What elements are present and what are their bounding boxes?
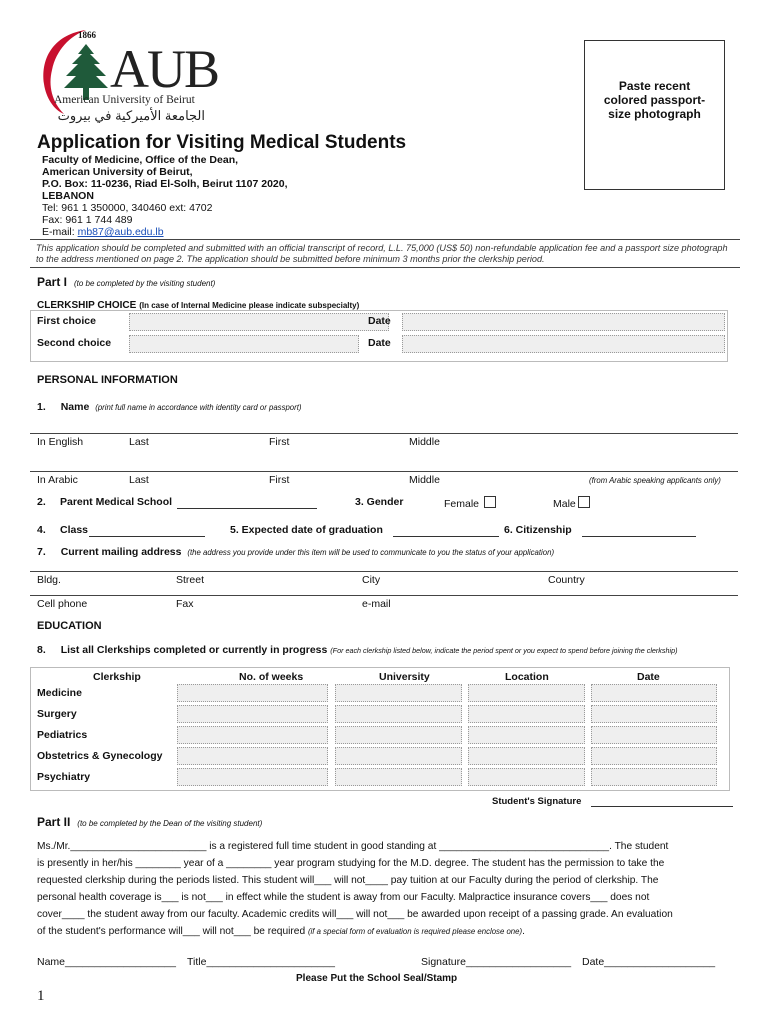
part2-title: Part II [37,815,71,829]
photo-box-text: Paste recent colored passport-size photograph [603,79,706,121]
address-fax: Fax: 961 1 744 489 [42,214,133,226]
q4-row [37,524,737,538]
part2-line4: personal health coverage is___ is not___ in effect while the student is away from our Faculty. Malpractice insurance covers___ does not [37,892,650,903]
english-first-label: First [269,436,290,448]
table-cell[interactable] [591,726,717,744]
email-label: E-mail: [42,226,78,238]
q1-row [37,401,302,413]
student-signature-label: Student's Signature [492,796,582,807]
part2-line2: is presently in her/his ________ year of a ________ year program studying for the M.D. degree. The student has the permission to take the [37,858,665,869]
female-label: Female [444,498,480,510]
table-cell[interactable] [468,768,585,786]
clerkship-choice-note: (In case of Internal Medicine please indicate subspecialty) [139,301,360,310]
clerkship-table [30,667,730,791]
part2-note: (to be completed by the Dean of the visiting student) [77,819,263,828]
email-field-label: e-mail [362,598,391,610]
address-tel: Tel: 961 1 350000, 340460 ext: 4702 [42,202,213,214]
personal-info-heading: PERSONAL INFORMATION [37,374,178,386]
notice-line2: to the address mentioned on page 2. The application should be submitted before minimum 3 months prior the clerkship period. [36,254,545,264]
q1-label: Name [60,401,90,413]
notice-line1: This application should be completed and submitted with an official transcript of record, L.L. 75,000 (US$ 50) non-refundable application fee and a passport size photograph [36,243,728,253]
table-cell[interactable] [335,684,462,702]
class-field[interactable] [89,536,205,537]
arabic-middle-label: Middle [409,474,440,486]
first-choice-date-field[interactable] [402,313,725,331]
clerkship-choice-heading: CLERKSHIP CHOICE [37,300,137,311]
q1-note: (print full name in accordance with identity card or passport) [95,403,302,412]
cell-label: Cell phone [37,598,88,610]
education-heading: EDUCATION [37,620,102,632]
name-arabic-row[interactable] [37,474,732,488]
row-pediatrics: Pediatrics [37,729,88,741]
logo-university-en: American University of Beirut [54,94,195,106]
logo-university-ar: الجامعة الأميركية في بيروت [57,108,205,123]
arabic-first-label: First [269,474,290,486]
col-date: Date [637,671,660,683]
aub-logo [38,26,219,130]
page-title: Application for Visiting Medical Students [37,132,407,153]
first-choice-label: First choice [37,315,96,327]
part2-line6-text: of the student's performance will___ will not___ be required [37,926,306,937]
second-choice-label: Second choice [37,337,112,349]
male-option[interactable] [553,496,590,510]
parent-school-field[interactable] [177,508,317,509]
dean-title-field[interactable]: Title______________________ [187,956,335,968]
q8-number: 8. [37,644,46,656]
graduation-field[interactable] [393,536,499,537]
address-block [42,154,288,238]
address-line3: P.O. Box: 11-0236, Riad El-Solh, Beirut 1107 2020, [42,178,288,190]
photo-box [584,40,725,190]
second-choice-date-field[interactable] [402,335,725,353]
table-cell[interactable] [591,747,717,765]
part2-line5: cover____ the student away from our faculty. Academic credits will___ will not___ be awarded upon receipt of a passing grade. An evaluation [37,909,673,920]
first-choice-date-label: Date [368,315,391,327]
dean-date-field[interactable]: Date___________________ [582,956,716,968]
table-cell[interactable] [335,768,462,786]
email-link[interactable]: mb87@aub.edu.lb [77,226,164,238]
table-cell[interactable] [335,747,462,765]
table-cell[interactable] [468,747,585,765]
student-signature-field[interactable] [591,806,733,807]
city-label: City [362,574,381,586]
part2-line1: Ms./Mr.________________________ is a registered full time student in good standing at ______________________________. The student [37,841,669,852]
part2-paragraph [37,838,737,940]
q4-number: 4. [37,524,46,536]
part2-line6 [37,923,737,940]
name-english-row[interactable] [37,436,727,450]
col-location: Location [505,671,549,683]
part2-line3: requested clerkship during the periods listed. This student will___ will not____ pay tuition at our Faculty during the period of clerkship. The [37,875,659,886]
row-obgyn: Obstetrics & Gynecology [37,750,163,762]
part2-line6-end: . [522,926,525,937]
table-cell[interactable] [335,726,462,744]
table-cell[interactable] [335,705,462,723]
table-cell[interactable] [468,705,585,723]
part1-title: Part I [37,275,68,289]
mailing-label: Current mailing address [60,546,182,558]
q7-row [37,546,554,558]
dean-name-field[interactable]: Name___________________ [37,956,176,968]
female-option[interactable] [444,496,496,510]
in-arabic-label: In Arabic [37,474,78,486]
col-clerkship: Clerkship [93,671,141,683]
parent-school-label: Parent Medical School [60,496,173,508]
contact-row[interactable] [37,598,727,612]
dean-sign-row [37,956,737,970]
second-choice-field[interactable] [129,335,359,353]
female-checkbox[interactable] [484,496,496,508]
row-psychiatry: Psychiatry [37,771,91,783]
arabic-note: (from Arabic speaking applicants only) [589,476,721,485]
q8-note: (For each clerkship listed below, indicate the period spent or you expect to spend before joining the clerkship) [330,646,678,655]
logo-abbr: AUB [110,39,219,99]
english-middle-label: Middle [409,436,440,448]
q2-row [37,496,737,510]
notice [36,243,728,265]
seal-instruction: Please Put the School Seal/Stamp [296,973,458,984]
part2-header [37,815,262,829]
mailing-note: (the address you provide under this item will be used to communicate to you the status of your application) [187,548,555,557]
table-cell[interactable] [177,705,328,723]
q8-row [37,644,677,656]
gender-label: 3. Gender [355,496,404,508]
table-cell[interactable] [591,768,717,786]
male-checkbox[interactable] [578,496,590,508]
first-choice-field[interactable] [129,313,389,331]
address-line1: Faculty of Medicine, Office of the Dean, [42,154,239,166]
row-medicine: Medicine [37,687,82,699]
table-cell[interactable] [591,705,717,723]
q2-number: 2. [37,496,46,508]
second-choice-date-label: Date [368,337,391,349]
in-english-label: In English [37,436,84,448]
col-weeks: No. of weeks [239,671,304,683]
q7-number: 7. [37,546,46,558]
table-cell[interactable] [177,768,328,786]
address-row[interactable] [37,574,727,588]
logo-year: 1866 [78,30,96,40]
street-label: Street [176,574,205,586]
q8-label: List all Clerkships completed or currently in progress [60,644,328,656]
address-line4: LEBANON [42,190,94,202]
table-cell[interactable] [468,684,585,702]
arabic-last-label: Last [129,474,149,486]
col-university: University [379,671,430,683]
citizenship-field[interactable] [582,536,696,537]
table-cell[interactable] [177,747,328,765]
graduation-label: 5. Expected date of graduation [230,524,383,536]
english-last-label: Last [129,436,149,448]
clerkship-choice-table [30,310,728,362]
part1-header [37,275,215,289]
citizenship-label: 6. Citizenship [504,524,572,536]
address-line2: American University of Beirut, [42,166,193,178]
part1-note: (to be completed by the visiting student) [73,279,216,288]
bldg-label: Bldg. [37,574,61,586]
table-cell[interactable] [591,684,717,702]
address-email-row [42,226,288,238]
table-cell[interactable] [468,726,585,744]
q1-number: 1. [37,401,46,413]
dean-signature-field[interactable]: Signature__________________ [421,956,572,968]
class-label: Class [60,524,89,536]
part2-line6-note: (if a special form of evaluation is required please enclose one) [307,927,523,936]
country-label: Country [548,574,585,586]
row-surgery: Surgery [37,708,77,720]
table-cell[interactable] [177,684,328,702]
page-number: 1 [37,988,45,1004]
table-cell[interactable] [177,726,328,744]
male-label: Male [553,498,576,510]
fax-label: Fax [176,598,194,610]
